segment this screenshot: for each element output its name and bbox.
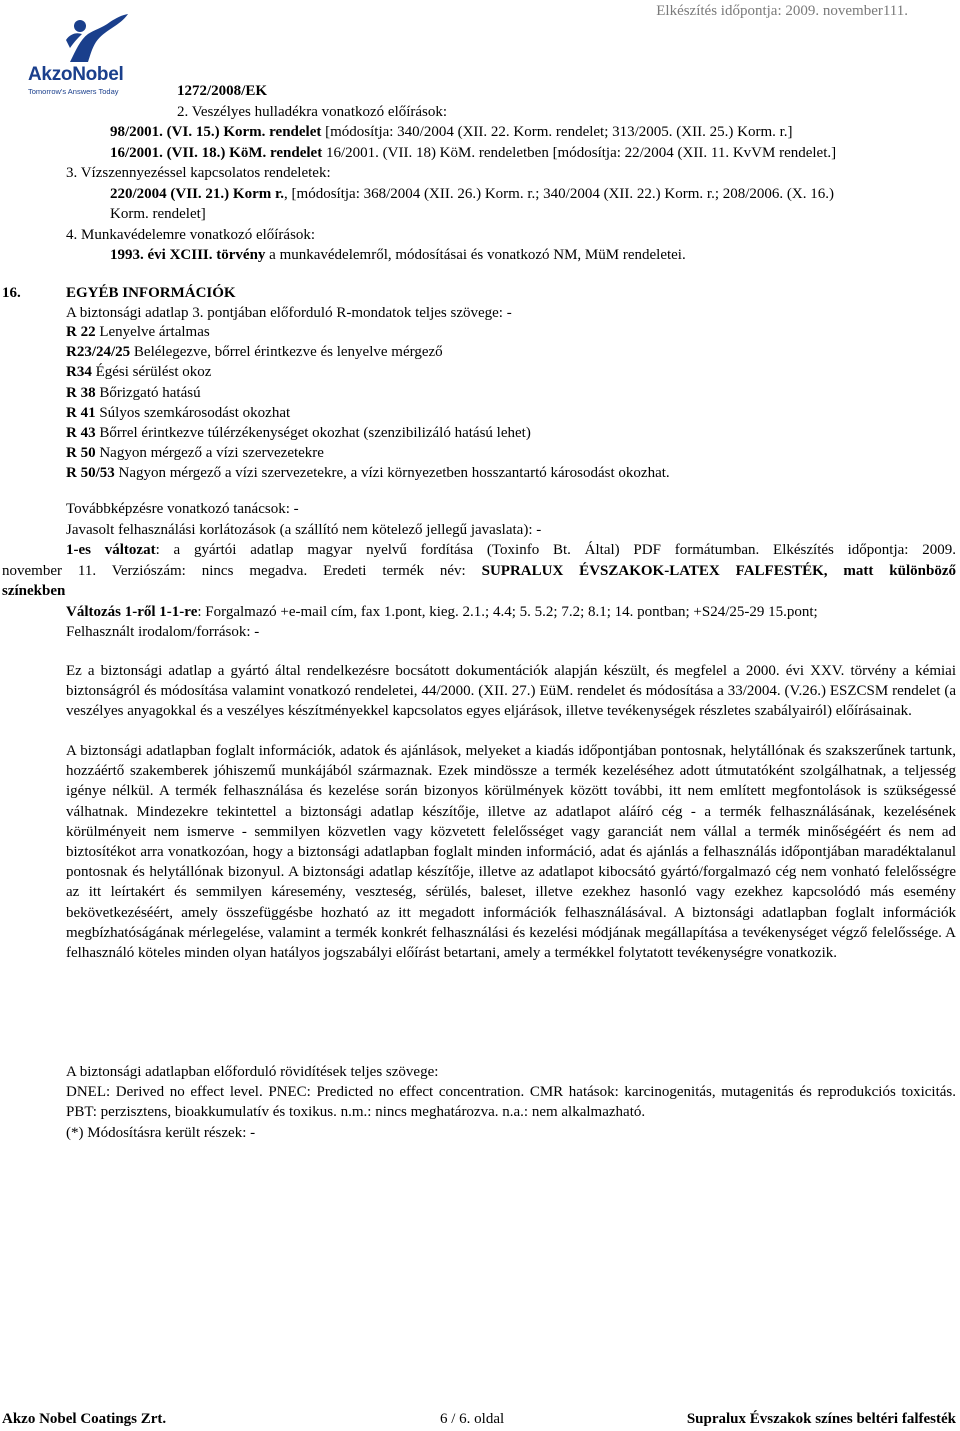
abbreviations-title: A biztonsági adatlapban előforduló rövidítések teljes szövege: bbox=[66, 1064, 439, 1080]
disclaimer-paragraph: A biztonsági adatlapban foglalt információk, adatok és ajánlások, melyeket a kiadás időpontjában pontosnak, helytállónak és szakszerűnek tartunk, hozzáértő szakemberek jóhiszemű munkájából származnak. Ezek mindössze a termék kezeléséhez adott útmutatóként szolgálhatnak, a teljesség igénye nélkül. A termék felhasználása és kezelése során bizonyos körülmények között további, itt nem említett megfontolások is szükségessé válhatnak. Mindezekre tekintettel a biztonsági adatlap készítője, illetve az adatlapot aláíró cég - a termék felhasználásának, kezelésének körülményeit nem ismerve - semmilyen közvetlen vagy közvetett felelősséget vagy garanciát nem vállal a termék minőségéért és nem ad biztosítékot arra vonatkozóan, hogy a biztonsági adatlapban foglalt minden információ, adat és ajánlás a felhasználás időpontjában maradéktalanul pontosnak és helytállónak bizonyul. A biztonsági adatlap készítője, illetve az adatlapot kibocsátó gyártó/forgalmazó cég nem vonható felelősségre az itt leírtakért és semmilyen káresemény, veszteség, sérülés, baleset, illetve ezekhez hasonló vagy ezekhez kapcsolódó más esemény bekövetkezéséért, amely összefüggésbe hozható az itt megadott információk felhasználásával. A biztonsági adatlapban foglalt információk megbízhatóságának mérlegelése, valamint a termék konkrét felhasználási és kezelési módjának megállapítása a tevékenységet végző felelőssége. A felhasználó köteles minden olyan hatályos jogszabályi előírást betartani, amely a termékkel folytatott tevékenységre vonatkozik. bbox=[66, 743, 956, 962]
footer-page-number: 6 / 6. oldal bbox=[440, 1411, 505, 1427]
abbreviations-text: DNEL: Derived no effect level. PNEC: Predicted no effect concentration. CMR hatások: karcinogenitás, mutagenitás és reprodukciós toxicitás. PBT: perzisztens, bioakkumulatív és toxikus. n.m.: nincs meghatározva. n.a.: nem alkalmazható. bbox=[66, 1084, 956, 1121]
rphrase-list bbox=[66, 322, 670, 484]
training-advice: Továbbképzésre vonatkozó tanácsok: - bbox=[66, 501, 299, 517]
water-reg-1: 220/2004 (VII. 21.) Korm r., [módosítja: 368/2004 (XII. 26.) Korm. r.; 340/2004 (XII. 22.) Korm. r.; 208/2006. (X. 16.) bbox=[110, 186, 834, 202]
logo-wordmark: AkzoNobel bbox=[28, 64, 124, 85]
logo-tagline: Tomorrow's Answers Today bbox=[28, 87, 119, 96]
waste-reg-2: 16/2001. (VII. 18.) KöM. rendelet 16/2001. (VII. 18) KöM. rendeletben [módosítja: 22/2004 (XII. 11. KvVM rendelet.] bbox=[110, 145, 837, 161]
rphrase-item: R 50 Nagyon mérgező a vízi szervezetekre bbox=[66, 445, 324, 462]
water-heading: 3. Vízszennyezéssel kapcsolatos rendeletek: bbox=[66, 165, 331, 181]
compliance-paragraph: Ez a biztonsági adatlap a gyártó által rendelkezésre bocsátott dokumentációk alapján készült, és megfelel a 2000. évi XXV. törvény a kémiai biztonságról és módosítása valamint vonatkozó rendeletei, 44/2000. (XII. 27.) EüM. rendelet és módosítása a 33/2004. (V.26.) ESZCSM rendelet (a veszélyes anyagokkal és a veszélyes készítményekkel kapcsolatos egyes eljárások, illetve tevékenységek részletes szabályairól) előírásainak. bbox=[66, 663, 956, 720]
safety-reg: 1993. évi XCIII. törvény a munkavédelemről, módosításai és vonatkozó NM, MüM rendeletei. bbox=[110, 247, 686, 263]
creation-date-header: Elkészítés időpontja: 2009. november111. bbox=[656, 3, 908, 19]
rphrase-item: R 22 Lenyelve ártalmas bbox=[66, 324, 210, 340]
changes-line: Változás 1-ről 1-1-re: Forgalmazó +e-mail cím, fax 1.pont, kieg. 2.1.; 4.4; 5. 5.2; 7.2; 8.1; 14. pontban; +S24/25-29 15.pont; bbox=[66, 604, 818, 620]
waste-reg-1: 98/2001. (VI. 15.) Korm. rendelet [módosítja: 340/2004 (XII. 22. Korm. rendelet; 313/2005. (XII. 25.) Korm. r.] bbox=[110, 124, 793, 140]
version-line-3: színekben bbox=[2, 583, 66, 599]
modified-parts-note: (*) Módosításra került részek: - bbox=[66, 1125, 256, 1141]
footer-company: Akzo Nobel Coatings Zrt. bbox=[2, 1411, 167, 1427]
rphrase-item: R34 Égési sérülést okoz bbox=[66, 364, 212, 381]
rphrase-item: R 41 Súlyos szemkárosodást okozhat bbox=[66, 404, 291, 421]
regulation-eu: 1272/2008/EK bbox=[177, 83, 268, 99]
section-title: EGYÉB INFORMÁCIÓK bbox=[66, 285, 236, 301]
usage-restrictions: Javasolt felhasználási korlátozások (a szállító nem kötelező jellegű javaslata): - bbox=[66, 522, 542, 538]
rphrase-item: R 38 Bőrizgató hatású bbox=[66, 384, 201, 401]
version-line-1: 1-es változat: a gyártói adatlap magyar nyelvű fordítása (Toxinfo Bt. Által) PDF formátumban. Elkészítés időpontja: 2009. bbox=[66, 542, 956, 558]
footer-product-name: Supralux Évszakok színes beltéri falfesték bbox=[686, 1411, 956, 1427]
akzonobel-logo bbox=[28, 12, 136, 102]
rphrase-intro: A biztonsági adatlap 3. pontjában előforduló R-mondatok teljes szövege: - bbox=[66, 305, 512, 321]
safety-heading: 4. Munkavédelemre vonatkozó előírások: bbox=[66, 227, 316, 243]
rphrase-item: R 43 Bőrrel érintkezve túlérzékenységet okozhat (szenzibilizáló hatású lehet) bbox=[66, 425, 531, 442]
waste-heading: 2. Veszélyes hulladékra vonatkozó előírások: bbox=[177, 104, 448, 120]
sources-line: Felhasznált irodalom/források: - bbox=[66, 624, 260, 640]
figure-icon bbox=[36, 12, 136, 64]
section-number: 16. bbox=[2, 285, 21, 301]
water-reg-2: Korm. rendelet] bbox=[110, 206, 206, 222]
version-line-2: november 11. Verziószám: nincs megadva. Eredeti termék név: SUPRALUX ÉVSZAKOK-LATEX FALFESTÉK, matt különböző bbox=[2, 563, 956, 579]
rphrase-item: R 50/53 Nagyon mérgező a vízi szervezetekre, a vízi környezetben hosszantartó károsodást okozhat. bbox=[66, 465, 670, 482]
rphrase-item: R23/24/25 Belélegezve, bőrrel érintkezve és lenyelve mérgező bbox=[66, 344, 443, 361]
